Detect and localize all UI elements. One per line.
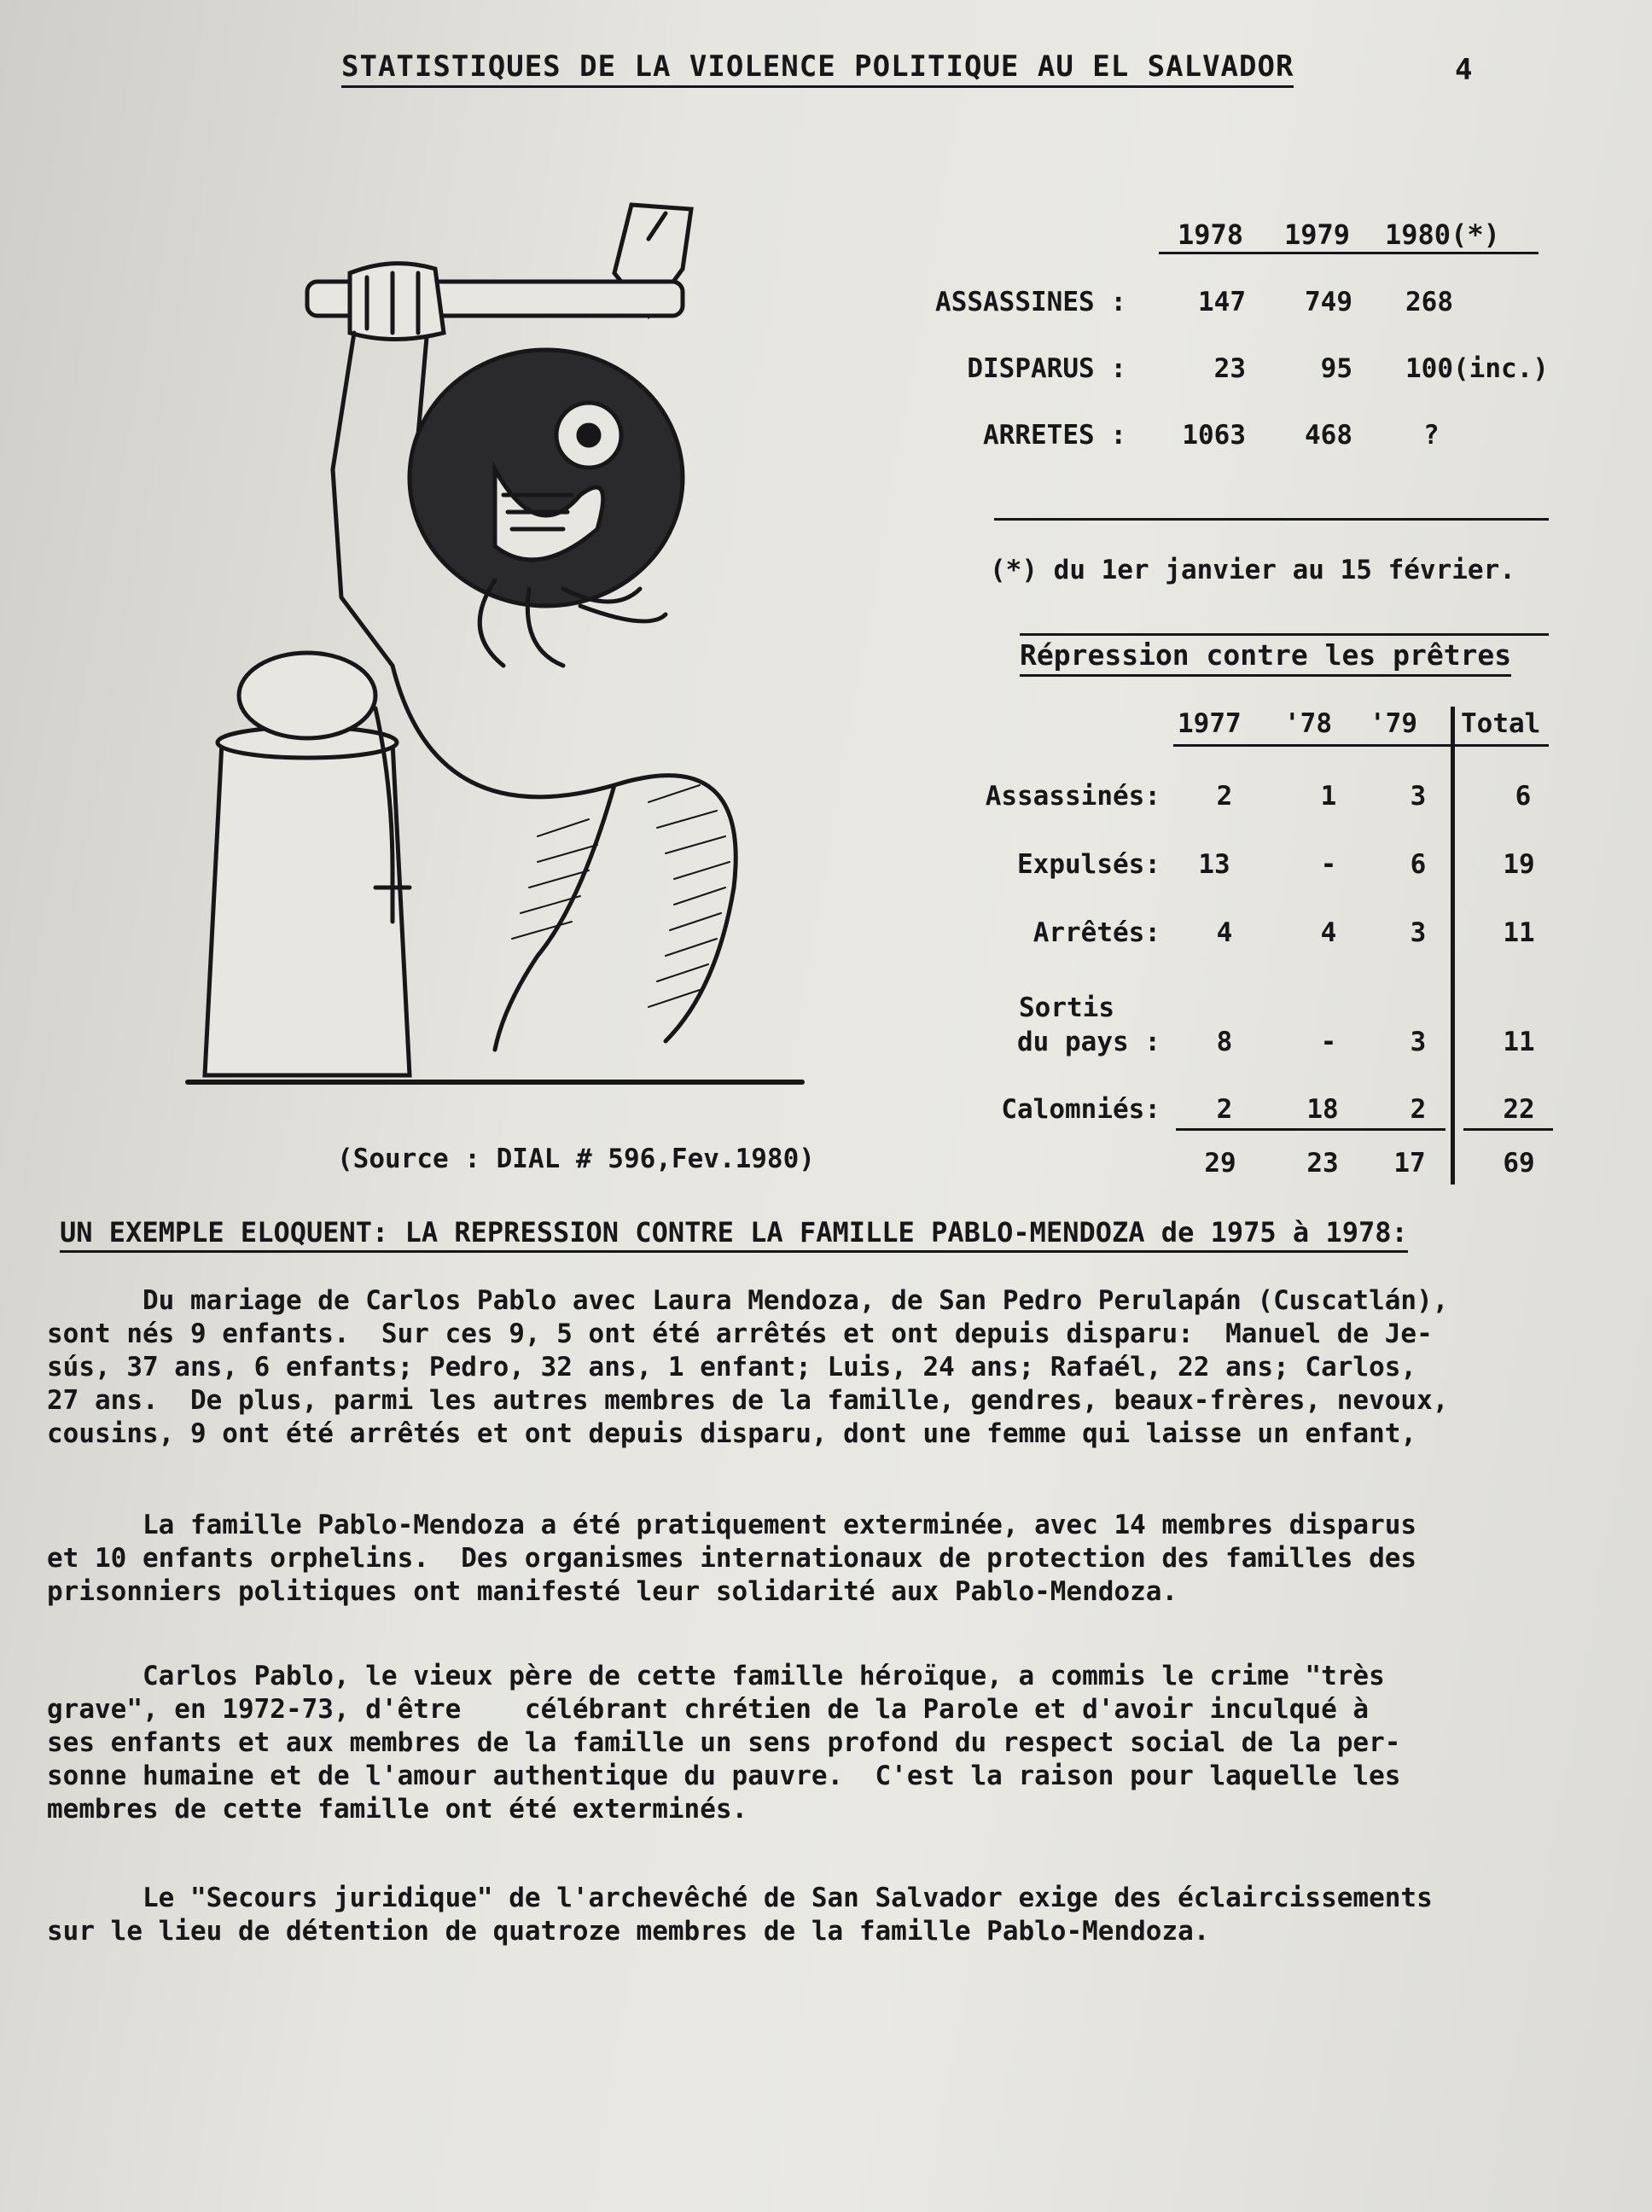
stats-cell: 1063 [1182,420,1246,451]
stats-cell: 268 [1405,287,1453,317]
text-line: Le "Secours juridique" de l'archevêché de San Salvador exige des éclaircissements [47,1883,1433,1913]
priests-label-assassines: Assassinés: [985,781,1160,812]
priests-cell: 8 [1216,1027,1233,1057]
priests-total-cell: 23 [1306,1148,1339,1179]
priests-cell: 11 [1503,1027,1535,1057]
stats-footnote: (*) du 1er janvier au 15 février. [990,555,1515,585]
text-line: prisonniers politiques ont manifesté leur solidarité aux Pablo-Mendoza. [47,1576,1178,1607]
stats-year-1980: 1980(*) [1385,218,1500,251]
priests-cell: 2 [1216,781,1233,812]
stats-cell: 468 [1305,420,1352,451]
stats-cell: 95 [1320,353,1352,384]
stats-year-1979: 1979 [1284,218,1351,251]
priests-cell: - [1320,849,1337,880]
text-line: ses enfants et aux membres de la famille un sens profond du respect social de la per- [47,1727,1401,1758]
stats-cell: 147 [1198,287,1246,317]
text-line: Carlos Pablo, le vieux père de cette famille héroïque, a commis le crime "très [47,1661,1385,1691]
paragraph-2 [47,1509,1634,1609]
text-line: sonne humaine et de l'amour authentique du pauvre. C'est la raison pour laquelle les [47,1761,1401,1791]
priests-cell: 18 [1306,1094,1339,1125]
stats-cell: 23 [1213,353,1246,384]
priests-cell: 1 [1320,781,1337,812]
text-line: La famille Pablo-Mendoza a été pratiquement exterminée, avec 14 membres disparus [47,1510,1417,1540]
priests-cell: 3 [1410,781,1427,812]
page-number: 4 [1455,53,1473,87]
priests-header-1977: 1977 [1178,708,1242,739]
divider [994,518,1549,521]
priests-total-cell: 69 [1503,1148,1535,1179]
stats-label-arretes: ARRETES : [983,420,1126,451]
priests-header-78: '78 [1284,708,1332,739]
stats-header-underline [1159,252,1539,254]
priests-cell: 2 [1216,1094,1233,1125]
priests-cell: 19 [1503,849,1535,880]
priests-header-underline [1173,744,1549,747]
stats-label-disparus: DISPARUS : [967,353,1126,384]
priests-label-sortis: Sortis [1019,992,1114,1023]
text-line: sont nés 9 enfants. Sur ces 9, 5 ont été arrêtés et ont depuis disparu: Manuel de Je- [47,1318,1433,1349]
stats-cell: ? [1423,420,1440,451]
priests-sum-line [1176,1128,1446,1131]
priests-label-arretes: Arrêtés: [1032,917,1160,948]
text-line: Du mariage de Carlos Pablo avec Laura Mendoza, de San Pedro Perulapán (Cuscatlán), [47,1285,1449,1316]
priests-cell: 6 [1515,781,1532,812]
text-line: sús, 37 ans, 6 enfants; Pedro, 32 ans, 1 enfant; Luis, 24 ans; Rafaél, 22 ans; Carlos, [47,1352,1417,1382]
text-line: et 10 enfants orphelins. Des organismes internationaux de protection des familles des [47,1543,1417,1574]
priests-table-title: Répression contre les prêtres [1020,638,1511,677]
priests-header-79: '79 [1370,708,1417,739]
text-line: membres de cette famille ont été exterminés. [47,1794,748,1825]
priests-cell: 6 [1410,849,1427,880]
stats-label-assassines: ASSASSINES : [935,287,1126,317]
text-line: 27 ans. De plus, parmi les autres membres de la famille, gendres, beaux-frères, nevoux, [47,1385,1449,1416]
source-citation: (Source : DIAL # 596,Fev.1980) [337,1144,815,1174]
priests-cell: 4 [1216,917,1233,948]
stats-cell: 100(inc.) [1405,353,1549,384]
priests-title-overline [1020,633,1549,636]
section-title: UN EXEMPLE ELOQUENT: LA REPRESSION CONTRE LA FAMILLE PABLO-MENDOZA de 1975 à 1978: [60,1216,1408,1253]
priests-cell: 22 [1503,1094,1535,1125]
paragraph-3 [47,1660,1634,1826]
paragraph-1 [47,1284,1634,1451]
priests-label-calomnies: Calomniés: [1001,1094,1160,1125]
priests-cell: - [1320,1027,1337,1057]
priests-label-du-pays: du pays : [1017,1027,1160,1057]
priests-header-total: Total [1461,708,1541,739]
text-line: sur le lieu de détention de quatroze membres de la famille Pablo-Mendoza. [47,1916,1210,1947]
priests-total-cell: 29 [1204,1148,1236,1179]
priests-sum-line-total [1463,1128,1553,1131]
priests-cell: 3 [1410,1027,1427,1057]
paragraph-4 [47,1882,1634,1948]
stats-year-1978: 1978 [1178,218,1244,251]
priests-total-cell: 17 [1393,1148,1426,1179]
stats-cell: 749 [1305,287,1352,317]
priests-cell: 2 [1410,1094,1427,1125]
cartoon-illustration [137,188,922,1109]
priests-label-expulses: Expulsés: [1017,849,1160,880]
priests-cell: 3 [1410,917,1427,948]
text-line: cousins, 9 ont été arrêtés et ont depuis disparu, dont une femme qui laisse un enfant, [47,1418,1417,1449]
text-line: grave", en 1972-73, d'être célébrant chrétien de la Parole et d'avoir inculqué à [47,1694,1370,1725]
document-title: STATISTIQUES DE LA VIOLENCE POLITIQUE AU EL SALVADOR [341,49,1294,88]
priests-cell: 11 [1503,917,1535,948]
priests-cell: 13 [1198,849,1230,880]
priests-cell: 4 [1320,917,1337,948]
